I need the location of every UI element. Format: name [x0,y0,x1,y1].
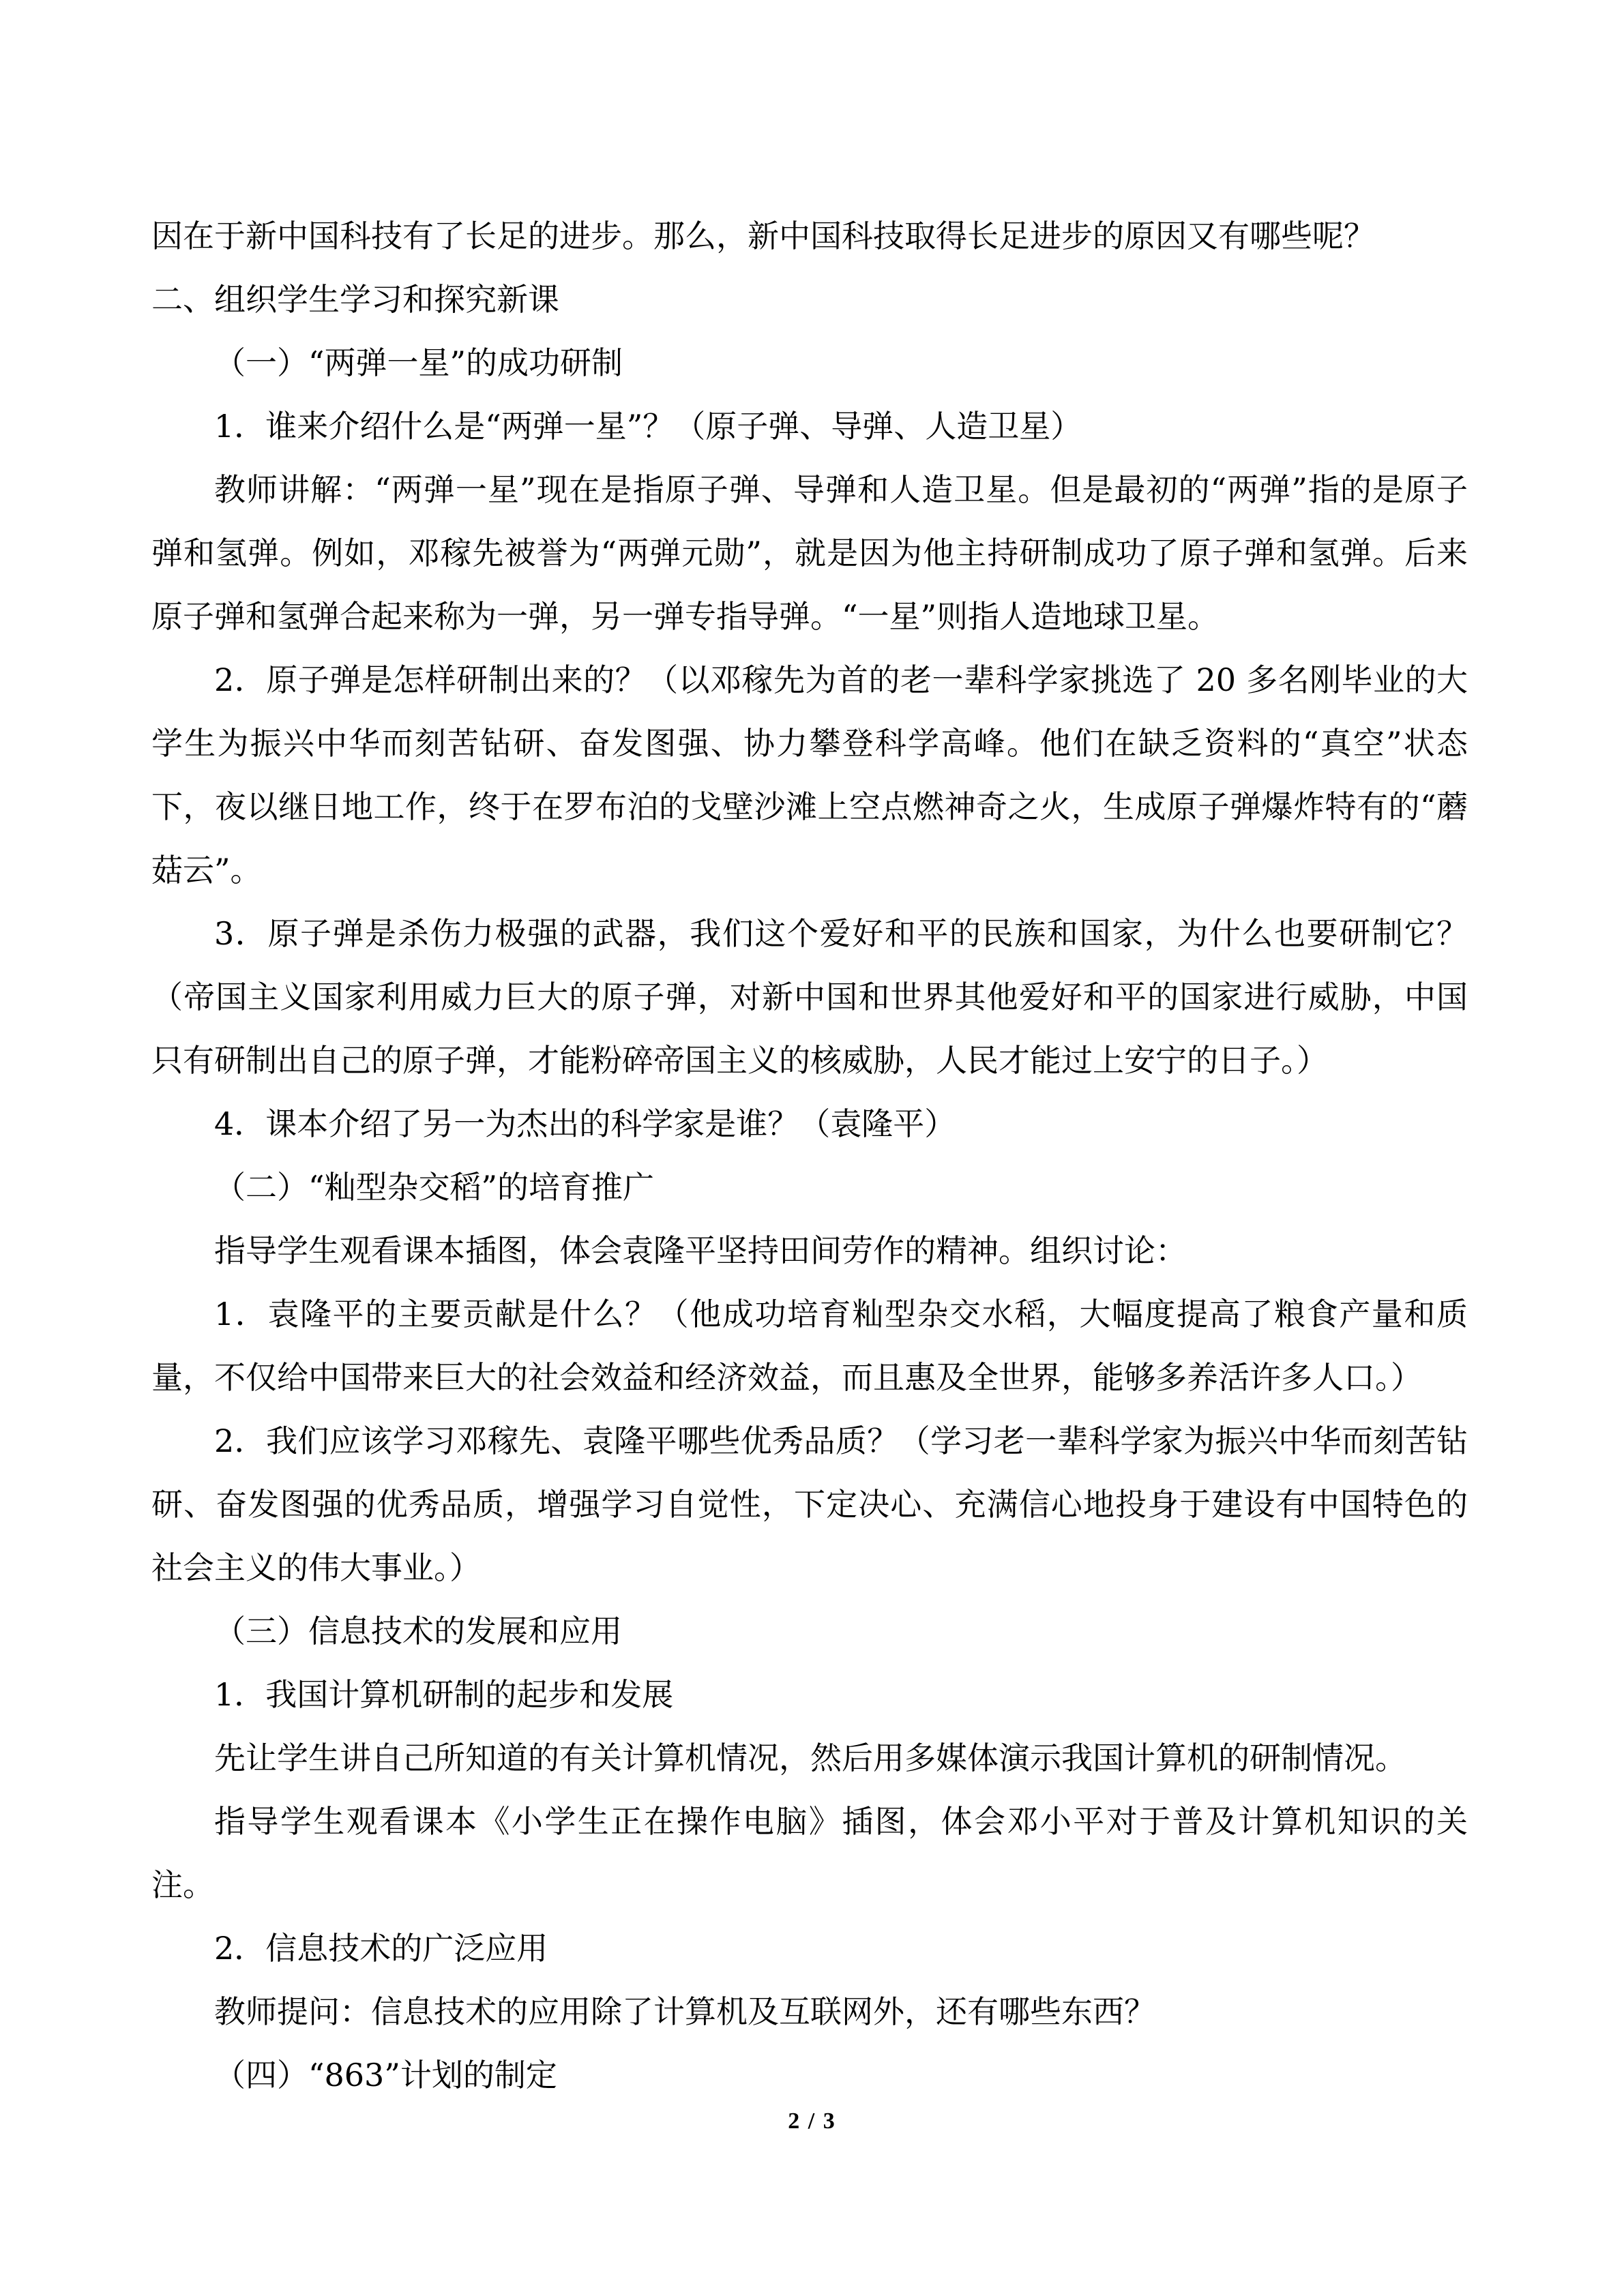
teacher-explanation: 教师讲解：“两弹一星”现在是指原子弹、导弹和人造卫星。但是最初的“两弹”指的是原子弹和氢弹。例如，邓稼先被誉为“两弹元勋”，就是因为他主持研制成功了原子弹和氢弹。后来原子弹和氢弹合起来称为一弹，另一弹专指导弹。“一星”则指人造地球卫星。 [151,471,1468,635]
discussion-2-qualities: 2．我们应该学习邓稼先、袁隆平哪些优秀品质？（学习老一辈科学家为振兴中华而刻苦钻研、奋发图强的优秀品质，增强学习自觉性，下定决心、充满信心地投身于建设有中国特色的社会主义的伟大事业。） [151,1422,1468,1586]
discussion-1-contribution: 1．袁隆平的主要贡献是什么？（他成功培育籼型杂交水稻，大幅度提高了粮食产量和质量，不仅给中国带来巨大的社会效益和经济效益，而且惠及全世界，能够多养活许多人口。） [151,1296,1468,1396]
subheading-two-bombs-one-satellite: （一）“两弹一星”的成功研制 [214,344,623,381]
question-1-two-bombs: 1．谁来介绍什么是“两弹一星”？（原子弹、导弹、人造卫星） [214,408,1082,445]
item-1-computer-development: 1．我国计算机研制的起步和发展 [214,1676,674,1713]
guide-observe-illustration: 指导学生观看课本插图，体会袁隆平坚持田间劳作的精神。组织讨论： [214,1232,1187,1269]
question-2-atomic-bomb: 2．原子弹是怎样研制出来的？（以邓稼先为首的老一辈科学家挑选了 20 多名刚毕业的大学生为振兴中华而刻苦钻研、奋发图强、协力攀登科学高峰。他们在缺乏资料的“真空”状态下，夜以继日地工作，终于在罗布泊的戈壁沙滩上空点燃神奇之火，生成原子弹爆炸特有的“蘑菇云”。 [151,661,1468,889]
item-2-it-applications: 2．信息技术的广泛应用 [214,1930,548,1967]
paragraph-intro-continuation: 因在于新中国科技有了长足的进步。那么，新中国科技取得长足进步的原因又有哪些呢？ [151,218,1375,254]
subheading-863-plan: （四）“863”计划的制定 [214,2057,557,2093]
multimedia-demo: 先让学生讲自己所知道的有关计算机情况，然后用多媒体演示我国计算机的研制情况。 [214,1740,1406,1776]
guide-observe-computer-illustration: 指导学生观看课本《小学生正在操作电脑》插图，体会邓小平对于普及计算机知识的关注。 [151,1803,1468,1903]
document-body [151,205,1468,2107]
question-3-why-develop: 3．原子弹是杀伤力极强的武器，我们这个爱好和平的民族和国家，为什么也要研制它？（帝国主义国家利用威力巨大的原子弹，对新中国和世界其他爱好和平的国家进行威胁，中国只有研制出自己的原子弹，才能粉碎帝国主义的核威胁，人民才能过上安宁的日子。） [151,915,1468,1079]
page-number: 2 / 3 [788,2108,836,2134]
teacher-question: 教师提问：信息技术的应用除了计算机及互联网外，还有哪些东西？ [214,1993,1155,2030]
section-heading-2: 二、组织学生学习和探究新课 [151,281,559,318]
question-4-scientist: 4．课本介绍了另一为杰出的科学家是谁？（袁隆平） [214,1105,956,1142]
subheading-hybrid-rice: （二）“籼型杂交稻”的培育推广 [214,1169,655,1206]
subheading-information-technology: （三）信息技术的发展和应用 [214,1613,622,1650]
